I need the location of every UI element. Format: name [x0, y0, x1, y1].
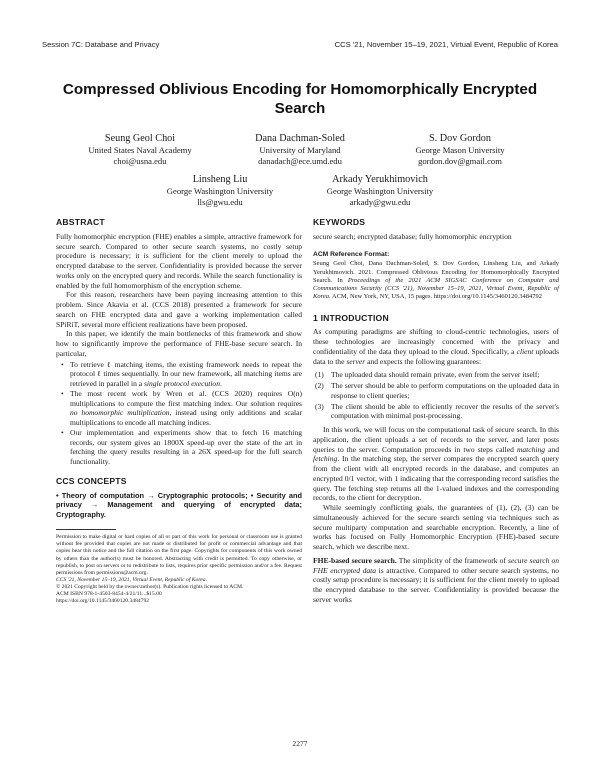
author-block-4: [135, 174, 305, 208]
permission-venue: [56, 577, 302, 584]
author-affiliation: George Mason University: [415, 145, 505, 156]
intro-text: . In the matching step, the server compares the encrypted search query from the client with all encrypted records in the database, and computes an encrypted 0/1 vector, with 1 indicating that the corresponding record satisfies the query. The fetching step returns all the 1-valued indexes and the corresponding records, to the client for decryption.: [313, 454, 559, 503]
author-email: choi@usna.edu: [113, 156, 167, 167]
contribution-text: The most recent work by Wren et al. (CCS 2020) requires O(n) multiplications to compute the first matching index. Our solution requires: [70, 388, 302, 408]
intro-emphasis: server: [346, 356, 366, 366]
author-email: lls@gwu.edu: [197, 197, 243, 208]
guarantee-list: [313, 370, 559, 421]
intro-paragraph-1: [313, 327, 559, 366]
intro-text: and expects the following guarantees:: [365, 356, 482, 366]
author-block-3: [375, 133, 545, 167]
abstract-heading: ABSTRACT: [56, 217, 105, 227]
acm-reference-text: [313, 260, 559, 301]
guarantee-text: The server should be able to perform computations on the uploaded data in response to client queries;: [331, 381, 559, 400]
contribution-text: , instead using only additions and scalar multiplications to encode all matching indices.: [70, 408, 302, 427]
author-affiliation: University of Maryland: [259, 145, 341, 156]
intro-text: As computing paradigms are shifting to cloud-centric technologies, users of these technologies are increasingly concerned with the privacy and confidentiality of the data they upload to the cloud. Specifically, a: [313, 327, 559, 356]
contribution-emphasis: single protocol execution: [143, 379, 220, 388]
intro-emphasis: secure search on FHE encrypted data: [313, 555, 560, 575]
author-name: Arkady Yerukhimovich: [332, 174, 428, 185]
intro-emphasis: fetching: [313, 454, 338, 464]
ccs-concept-1: • Theory of computation → Cryptographic protocols;: [56, 490, 248, 500]
right-column: [313, 218, 559, 605]
author-affiliation: George Washington University: [326, 186, 434, 197]
keywords-text: secure search; encrypted database; fully homomorphic encryption: [313, 231, 512, 241]
author-name: Seung Geol Choi: [104, 133, 176, 144]
author-block-5: [295, 174, 465, 208]
venue-text: CCS '21, November 15–19, 2021, Virtual Event, Republic of Korea.: [56, 576, 207, 583]
paper-title: Compressed Oblivious Encoding for Homomorphically Encrypted Search: [62, 81, 538, 117]
author-affiliation: United States Naval Academy: [88, 145, 192, 156]
ccs-concepts-text: [56, 491, 302, 520]
intro-paragraph-2: [313, 425, 559, 503]
guarantee-item-1: [315, 370, 559, 380]
guarantee-item-3: [315, 401, 559, 422]
guarantee-number: (1): [315, 370, 324, 380]
contribution-item-2: [70, 389, 302, 428]
contribution-text: .: [219, 379, 222, 388]
contribution-item-1: [70, 360, 302, 389]
contribution-item-3: • Our implementation and experiments show that to fetch 16 matching records, our system gives an 1800X speed-up over the state of the art in fetching the query results resulting in a 26X speed-up for the full search functionality.: [70, 428, 302, 467]
footnote-rule: [56, 529, 116, 530]
ccs-concept-2: • Security and privacy → Management and querying of encrypted data; Cryptography.: [56, 490, 302, 519]
running-header-right: CCS '21, November 15–19, 2021, Virtual Event, Republic of Korea: [334, 40, 558, 49]
abstract-paragraph-1: Fully homomorphic encryption (FHE) enables a simple, attractive framework for secure search. Compared to other secure search systems, no costly setup procedure is necessary; it is sufficient for the client merely to upload the encrypted database to the server. Confidentiality is provided because the server works only on the encrypted query and records. While the search functionality is enabled by the full homomorphism of the encryption scheme.: [56, 231, 302, 290]
intro-paragraph-4: [313, 556, 559, 605]
guarantee-text: The client should be able to efficiently recover the results of the server's computation with minimal post-processing.: [331, 401, 559, 421]
author-email: danadach@ece.umd.edu: [258, 156, 342, 167]
copyright-line: © 2021 Copyright held by the owner/author(s). Publication rights licensed to ACM.: [56, 583, 244, 590]
doi-line: https://doi.org/10.1145/3460120.3484792: [56, 598, 150, 605]
intro-paragraph-3: While seemingly conflicting goals, the guarantees of (1), (2), (3) can be simultaneously achieved for the secure search setting via techniques such as secure multiparty computation and searchable encryption. Recently, a line of works has focused on Fully Homomorphic Encryption (FHE)-based secure search, which we describe next.: [313, 503, 559, 552]
paragraph-heading: FHE-based secure search.: [313, 555, 397, 565]
abstract-paragraph-2: For this reason, researchers have been paying increasing attention to this problem. Since Akavia et al. (CCS 2018) presented a framework for secure search on FHE encrypted data and gave a working implementation called SPiRiT, several more efficient realizations have been proposed.: [56, 290, 302, 329]
author-block-2: [215, 133, 385, 167]
author-affiliation: George Washington University: [166, 186, 274, 197]
contribution-text: To retrieve ℓ matching items, the existing framework needs to repeat the protocol ℓ times sequentially. In our new framework, all matching items are retrieved in parallel in a: [70, 359, 302, 388]
keywords-heading: KEYWORDS: [313, 217, 366, 227]
intro-text: uploads data to the: [313, 346, 560, 366]
ccs-concepts-heading: CCS CONCEPTS: [56, 475, 127, 486]
guarantee-text: The uploaded data should remain private, even from the server itself;: [331, 370, 540, 380]
page-number: 2277: [292, 739, 308, 748]
author-block-1: [55, 133, 225, 167]
left-column: [56, 218, 302, 605]
running-header-left: Session 7C: Database and Privacy: [42, 40, 160, 49]
isbn-line: ACM ISBN 978-1-4503-8454-4/21/11...$15.00: [56, 591, 162, 598]
intro-text: In this work, we will focus on the computational task of secure search. In this application, the client uploads a set of records to the server, and later posts queries to the server. Computation proceeds in two steps called: [313, 425, 559, 454]
author-email: gordon.dov@gmail.com: [418, 156, 502, 167]
reference-publisher: ACM, New York, NY, USA, 15 pages. https://doi.org/10.1145/3460120.3484792: [330, 293, 542, 301]
author-email: arkady@gwu.edu: [349, 197, 411, 208]
intro-text: is attractive. Compared to other secure search systems, no costly setup procedure is necessary; it is sufficient for the client merely to upload the encrypted database to the server. Confidentiality is provided because the server works: [313, 565, 559, 604]
intro-emphasis: matching: [516, 444, 546, 454]
permission-notice: Permission to make digital or hard copies of all or part of this work for personal or classroom use is granted without fee provided that copies are not made or distributed for profit or commercial advantage and that copies bear this notice and the full citation on the first page. Copyrights for components of this work owned by others than the author(s) must be honored. Abstracting with credit is permitted. To copy otherwise, or republish, to post on servers or to redistribute to lists, requires prior specific permission and/or a fee. Request permissions from permissions@acm.org.: [56, 534, 302, 576]
guarantee-number: (3): [315, 401, 324, 411]
reference-proceedings: Proceedings of the 2021 ACM SIGSAC Conference on Computer and Communications Security (CCS '21), November 15–19, 2021, Virtual Event, Republic of Korea.: [313, 276, 559, 301]
author-name: S. Dov Gordon: [429, 133, 491, 144]
introduction-heading: 1 INTRODUCTION: [313, 312, 389, 323]
acm-reference-heading: ACM Reference Format:: [313, 250, 390, 258]
intro-text: The simplicity of the framework of: [396, 555, 509, 565]
contribution-list: [56, 360, 302, 467]
intro-emphasis: client: [516, 346, 534, 356]
guarantee-item-2: [315, 381, 559, 401]
author-name: Dana Dachman-Soled: [255, 133, 345, 144]
author-name: Linsheng Liu: [192, 174, 248, 185]
guarantee-number: (2): [315, 381, 324, 391]
contribution-emphasis: no homomorphic multiplication: [70, 408, 170, 418]
reference-authors: Seung Geol Choi, Dana Dachman-Soled, S. Dov Gordon, Linsheng Liu, and Arkady Yerukhimovich. 2021. Compressed Oblivious Encoding for Homomorphically Encrypted Search. In: [313, 260, 559, 284]
abstract-paragraph-3: In this paper, we identify the main bottlenecks of this framework and show how to significantly improve the performance of FHE-base secure search. In particular,: [56, 329, 302, 358]
intro-text: and: [545, 444, 559, 454]
